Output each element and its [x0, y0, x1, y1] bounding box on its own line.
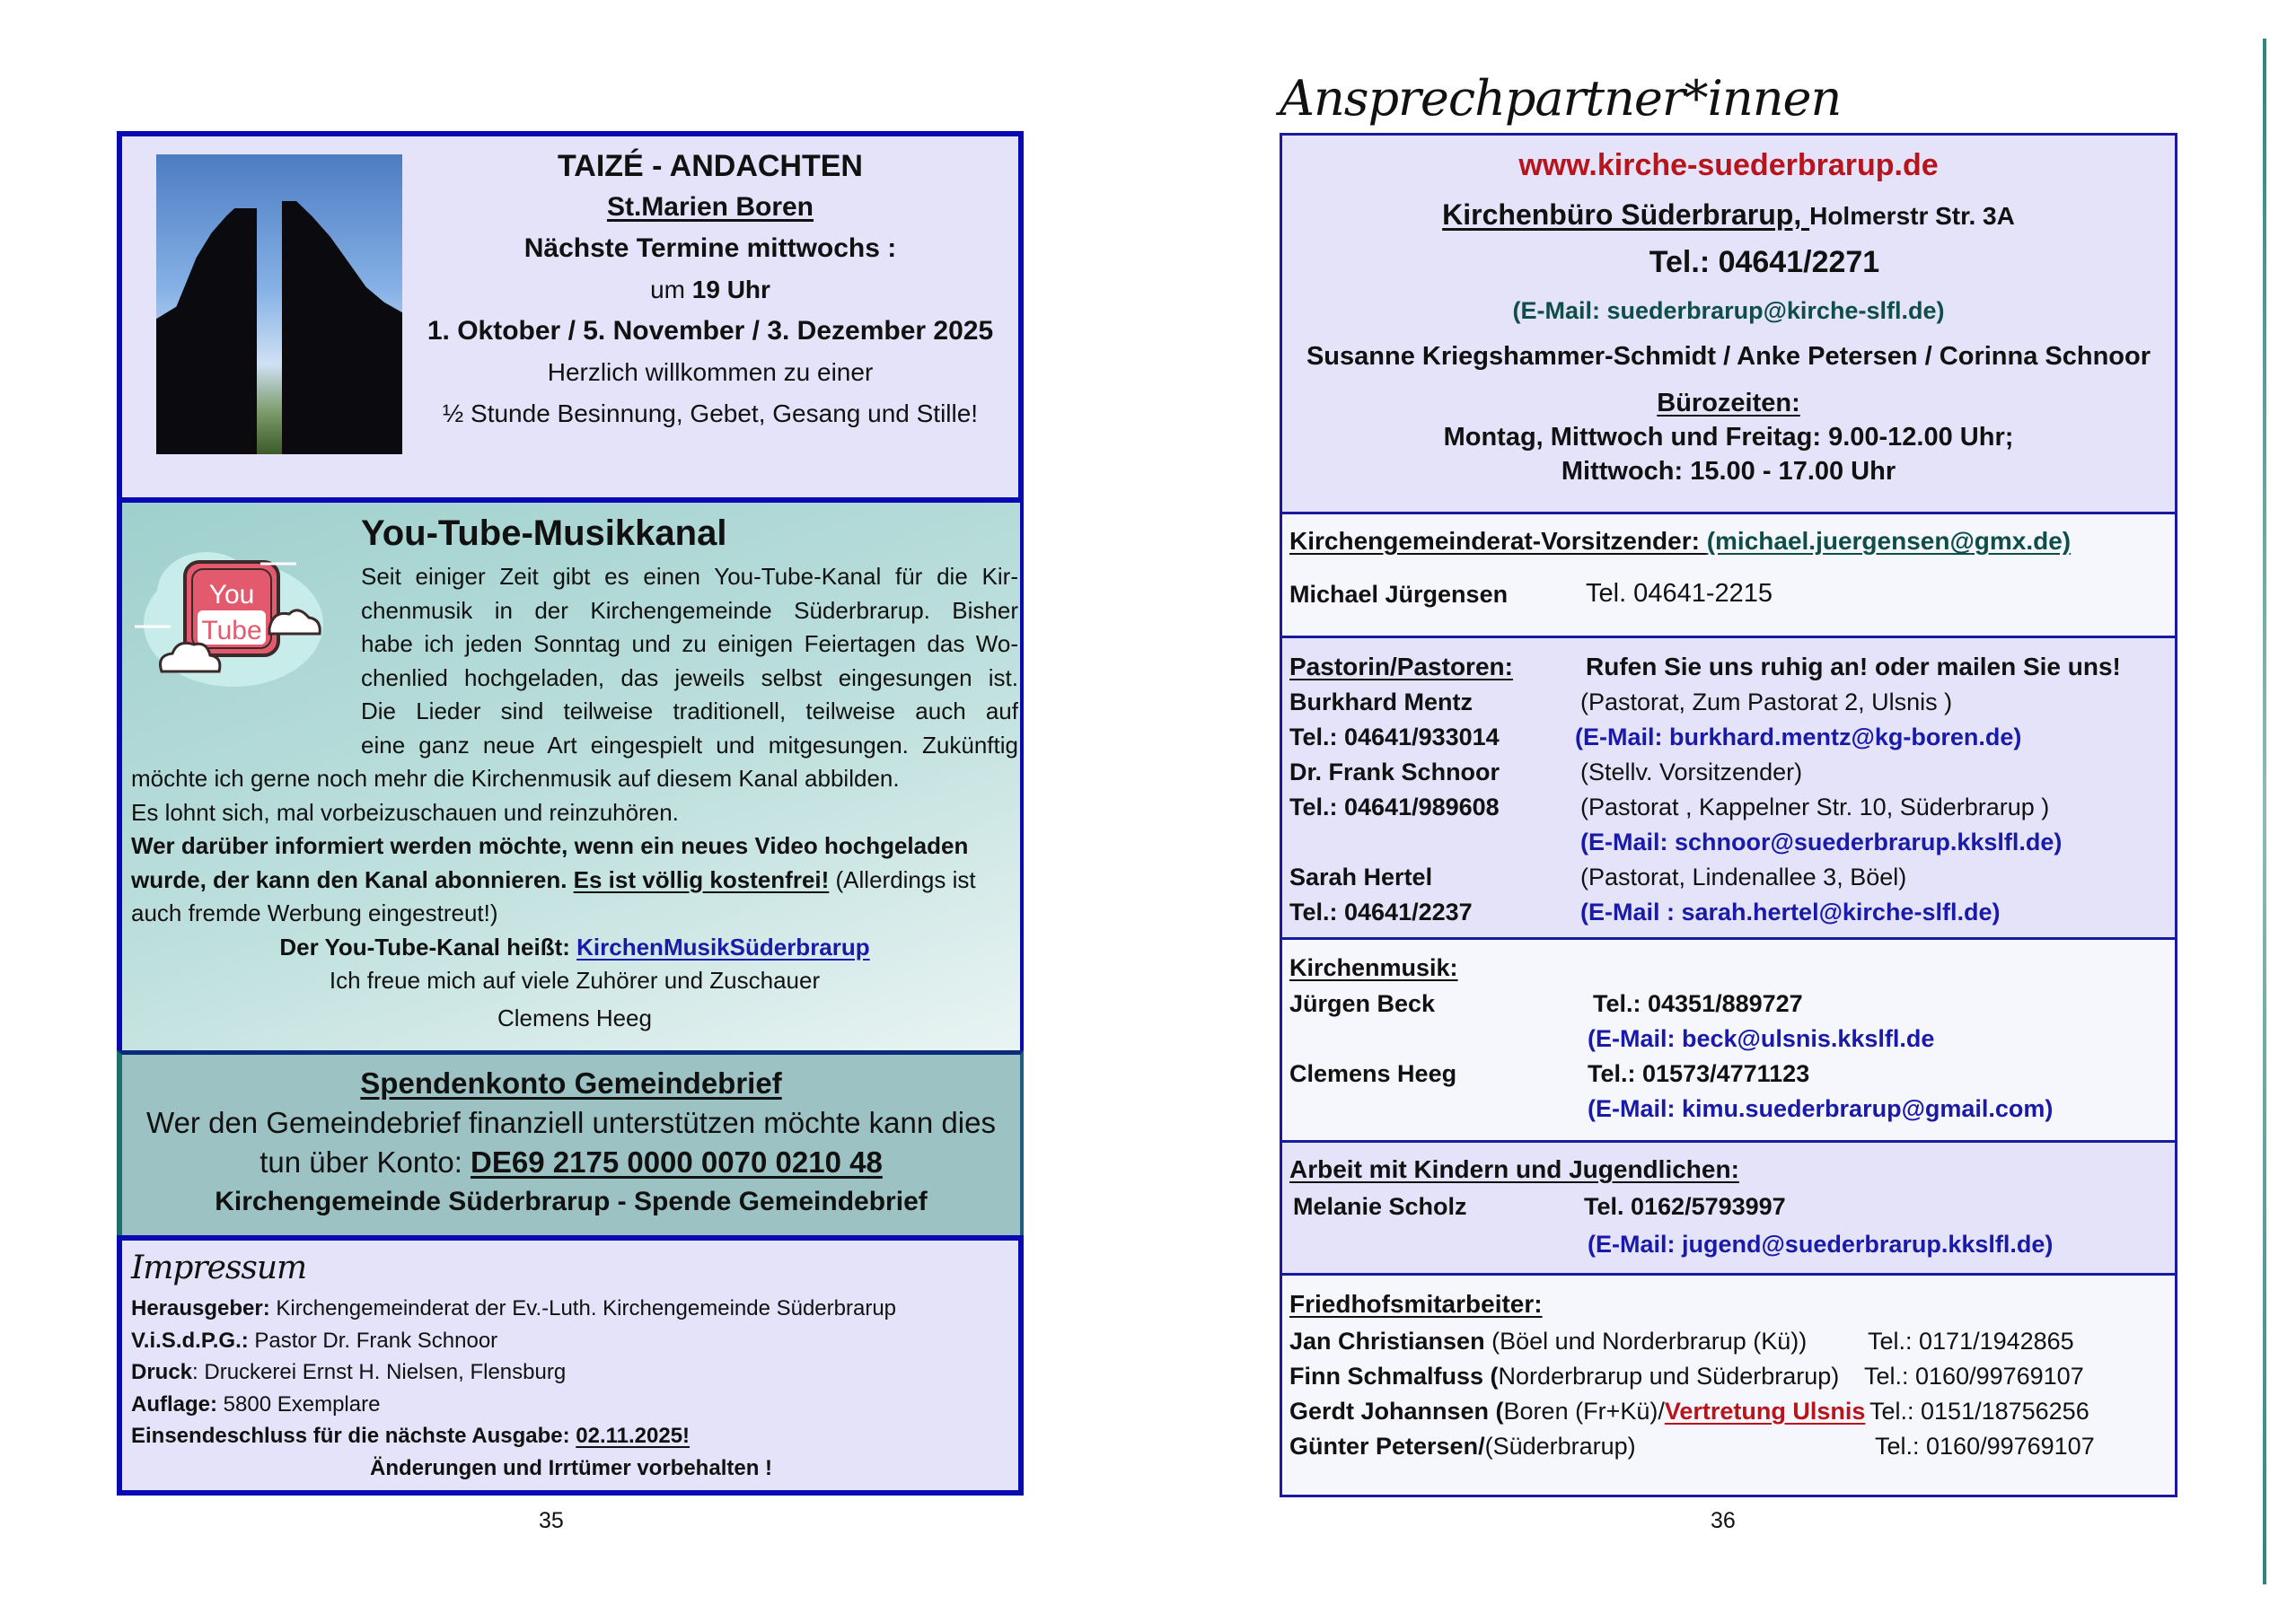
pastor-row-right: (Pastorat, Lindenallee 3, Böel)	[1580, 864, 1907, 890]
music-label: Kirchenmusik:	[1289, 954, 1458, 981]
impressum-lines	[131, 1293, 1011, 1484]
music-phone: Tel.: 04351/889727	[1593, 990, 1803, 1017]
youtube-body	[131, 560, 1018, 1035]
cemetery-phone: Tel.: 0160/99769107	[1864, 1363, 2084, 1390]
taize-text	[418, 145, 1002, 434]
music-email[interactable]: (E-Mail: beck@ulsnis.kkslfl.de	[1588, 1025, 1935, 1052]
pastor-email[interactable]: (E-Mail: schnoor@suederbrarup.kkslfl.de)	[1580, 829, 2063, 855]
cemetery-note: Vertretung Ulsnis	[1664, 1398, 1866, 1425]
council-phone: Tel. 04641-2215	[1586, 579, 1773, 608]
cemetery-row	[1289, 1398, 1865, 1426]
taize-time-value: 19 Uhr	[691, 276, 770, 303]
office-address: Holmerstr Str. 3A	[1809, 202, 2015, 230]
taize-time-prefix: um	[650, 276, 692, 303]
taize-time	[418, 269, 1002, 311]
contacts-heading: Ansprechpartner*innen	[1280, 70, 1842, 127]
impressum-section	[117, 1235, 1024, 1496]
youth-phone: Tel. 0162/5793997	[1584, 1193, 1786, 1220]
music-phone: Tel.: 01573/4771123	[1588, 1060, 1810, 1087]
impressum-deadline-date: 02.11.2025!	[576, 1424, 691, 1448]
office-hours-label: Bürozeiten:	[1657, 389, 1800, 417]
cemetery-area: (Böel und Norderbrarup (Kü))	[1484, 1328, 1808, 1355]
impressum-deadline-label: Einsendeschluss für die nächste Ausgabe:	[131, 1424, 576, 1448]
youtube-channel-line	[131, 931, 1018, 965]
pastor-row-right: (Pastorat , Kappelner Str. 10, Süderbrarup )	[1580, 794, 2050, 820]
youth-email[interactable]: (E-Mail: jugend@suederbrarup.kkslfl.de)	[1588, 1231, 2054, 1258]
page-edge-line	[2263, 39, 2266, 1584]
pastors-slogan: Rufen Sie uns ruhig an! oder mailen Sie uns!	[1586, 653, 2121, 680]
youtube-closing: Ich freue mich auf viele Zuhörer und Zuschauer	[329, 967, 821, 994]
youtube-icon-text-top: You	[208, 580, 255, 610]
council-label: Kirchengemeinderat-Vorsitzender:	[1289, 527, 1707, 555]
cemetery-section	[1282, 1276, 2175, 1495]
pastor-row-right: (Pastorat, Zum Pastorat 2, Ulsnis )	[1580, 689, 1953, 715]
music-email[interactable]: (E-Mail: kimu.suederbrarup@gmail.com)	[1588, 1095, 2054, 1122]
taize-welcome: Herzlich willkommen zu einer	[547, 358, 874, 386]
taize-title: TAIZÉ - ANDACHTEN	[558, 149, 863, 183]
youtube-subscribe-line-2	[131, 864, 1018, 898]
donation-account-label: tun über Konto:	[260, 1145, 471, 1179]
impressum-label: Druck	[131, 1360, 193, 1384]
youth-label: Arbeit mit Kindern und Jugendlichen:	[1289, 1155, 1739, 1183]
youtube-title: You-Tube-Musikkanal	[361, 513, 727, 553]
cemetery-row	[1289, 1328, 1807, 1355]
page-number-right: 36	[1711, 1508, 1736, 1533]
youth-name: Melanie Scholz	[1293, 1193, 1467, 1220]
taize-location: St.Marien Boren	[606, 192, 814, 222]
pastor-email[interactable]: (E-Mail : sarah.hertel@kirche-slfl.de)	[1580, 899, 2001, 926]
pastor-row-left: Tel.: 04641/989608	[1289, 794, 1500, 820]
youtube-icon-text-bottom: Tube	[201, 616, 262, 645]
donation-line1: Wer den Gemeindebrief finanziell unterstützen möchte kann dies	[146, 1106, 996, 1139]
taize-dates: 1. Oktober / 5. November / 3. Dezember 2025	[427, 316, 994, 346]
donation-line2	[122, 1143, 1020, 1182]
pastor-email[interactable]: (E-Mail: burkhard.mentz@kg-boren.de)	[1575, 724, 2022, 750]
council-heading	[1289, 527, 2071, 556]
pastor-row-left: Tel.: 04641/2237	[1289, 899, 1473, 926]
cemetery-name: Günter Petersen/	[1289, 1433, 1485, 1460]
youtube-paragraph-line: chenmusik in der Kirchengemeinde Süderbrarup. Bisher	[361, 596, 1018, 624]
office-section	[1282, 136, 2175, 514]
impressum-value: Kirchengemeinderat der Ev.-Luth. Kirchengemeinde Süderbrarup	[269, 1296, 897, 1320]
pastor-row-left: Tel.: 04641/933014	[1289, 724, 1500, 750]
cemetery-area: (Süderbrarup)	[1484, 1433, 1636, 1460]
impressum-row	[131, 1356, 1011, 1389]
youtube-paragraph-line: eine ganz neue Art eingespielt und mitgesungen. Zukünftig	[361, 731, 1018, 759]
youtube-paragraph-line: Es lohnt sich, mal vorbeizuschauen und reinzuhören.	[131, 798, 679, 826]
cemetery-label: Friedhofsmitarbeiter:	[1289, 1290, 1543, 1318]
office-hours-1: Montag, Mittwoch und Freitag: 9.00-12.00 Uhr;	[1443, 423, 2014, 452]
youtube-paragraph-line: Die Lieder sind teilweise traditionell, teilweise auch auf	[361, 697, 1018, 724]
youtube-ad-note-2: auch fremde Werbung eingestreut!)	[131, 899, 498, 926]
cemetery-phone: Tel.: 0171/1942865	[1868, 1328, 2074, 1355]
youtube-paragraph-line: chenlied hochgeladen, das jeweils selbst eingesungen ist.	[361, 663, 1018, 691]
donation-recipient: Kirchengemeinde Süderbrarup - Spende Gemeindebrief	[215, 1187, 928, 1216]
pastors-label: Pastorin/Pastoren:	[1289, 653, 1513, 680]
music-row-name: Clemens Heeg	[1289, 1060, 1457, 1087]
office-email[interactable]: (E-Mail: suederbrarup@kirche-slfl.de)	[1512, 297, 1945, 324]
pastor-row-left: Sarah Hertel	[1289, 864, 1433, 890]
cemetery-row	[1289, 1363, 1839, 1391]
pastors-heading	[1289, 653, 2160, 681]
impressum-row	[131, 1293, 1011, 1325]
stone-gate-photo	[156, 154, 402, 454]
website-link[interactable]: www.kirche-suederbrarup.de	[1518, 148, 1939, 182]
impressum-deadline	[131, 1420, 1011, 1452]
youtube-ad-note: (Allerdings ist	[829, 865, 976, 893]
taize-section	[117, 131, 1024, 503]
cemetery-name: Jan Christiansen	[1289, 1328, 1485, 1355]
youth-section	[1282, 1143, 2175, 1276]
office-hours-2: Mittwoch: 15.00 - 17.00 Uhr	[1561, 457, 1896, 486]
pastor-row-left: Dr. Frank Schnoor	[1289, 759, 1500, 785]
impressum-label: V.i.S.d.P.G.:	[131, 1328, 249, 1353]
cemetery-name: Gerdt Johannsen (	[1289, 1398, 1504, 1425]
office-phone: Tel.: 04641/2271	[1649, 245, 1880, 279]
pastor-row-left: Burkhard Mentz	[1289, 689, 1473, 715]
impressum-label: Auflage:	[131, 1391, 217, 1417]
impressum-value: : Druckerei Ernst H. Nielsen, Flensburg	[192, 1360, 567, 1384]
donation-iban: DE69 2175 0000 0070 0210 48	[471, 1145, 883, 1179]
youtube-paragraph-line: Seit einiger Zeit gibt es einen You-Tube-Kanal für die Kir-	[361, 563, 1018, 590]
youtube-channel-link[interactable]: KirchenMusikSüderbrarup	[576, 933, 870, 961]
youtube-subscribe-line: Wer darüber informiert werden möchte, wenn ein neues Video hochgeladen	[131, 832, 969, 859]
cemetery-name: Finn Schmalfuss (	[1289, 1363, 1499, 1390]
youtube-signature: Clemens Heeg	[497, 1004, 652, 1031]
youtube-subscribe-text: wurde, der kann den Kanal abonnieren.	[131, 865, 574, 893]
office-name-line	[1282, 198, 2175, 232]
music-section	[1282, 940, 2175, 1143]
cemetery-row	[1289, 1433, 1636, 1461]
taize-next-dates-label: Nächste Termine mittwochs :	[523, 233, 897, 263]
cemetery-phone: Tel.: 0160/99769107	[1875, 1433, 2095, 1460]
council-name: Michael Jürgensen	[1289, 581, 1509, 608]
contacts-box	[1280, 133, 2177, 1497]
council-email[interactable]: (michael.juergensen@gmx.de)	[1706, 527, 2072, 555]
cemetery-area: Boren (Fr+Kü)/	[1503, 1398, 1665, 1425]
page-number-left: 35	[539, 1508, 564, 1533]
office-name: Kirchenbüro Süderbrarup,	[1442, 198, 1810, 231]
taize-description: ½ Stunde Besinnung, Gebet, Gesang und Stille!	[442, 399, 979, 427]
impressum-value: 5800 Exemplare	[217, 1391, 381, 1417]
youtube-paragraph-line: habe ich jeden Sonntag und zu einigen Feiertagen das Wo-	[361, 630, 1018, 657]
youtube-section	[117, 503, 1024, 1052]
impressum-row	[131, 1389, 1011, 1421]
youtube-paragraph-line: möchte ich gerne noch mehr die Kirchenmusik auf diesem Kanal abbilden.	[131, 765, 900, 792]
youtube-free-notice: Es ist völlig kostenfrei!	[573, 865, 830, 893]
youtube-channel-label: Der You-Tube-Kanal heißt:	[279, 933, 577, 961]
donation-section	[117, 1050, 1024, 1235]
impressum-row	[131, 1325, 1011, 1357]
council-section	[1282, 514, 2175, 638]
impressum-title: Impressum	[131, 1250, 307, 1286]
pastor-row-right: (Stellv. Vorsitzender)	[1580, 759, 1803, 785]
office-staff: Susanne Kriegshammer-Schmidt / Anke Petersen / Corinna Schnoor	[1306, 342, 2151, 371]
impressum-value: Pastor Dr. Frank Schnoor	[248, 1328, 498, 1353]
impressum-disclaimer: Änderungen und Irrtümer vorbehalten !	[369, 1455, 773, 1480]
cemetery-area: Norderbrarup und Süderbrarup)	[1498, 1363, 1840, 1390]
impressum-label: Herausgeber:	[131, 1296, 270, 1320]
pastors-section	[1282, 638, 2175, 940]
cemetery-phone: Tel.: 0151/18756256	[1869, 1398, 2089, 1425]
music-row-name: Jürgen Beck	[1289, 990, 1436, 1017]
donation-title: Spendenkonto Gemeindebrief	[360, 1066, 782, 1100]
